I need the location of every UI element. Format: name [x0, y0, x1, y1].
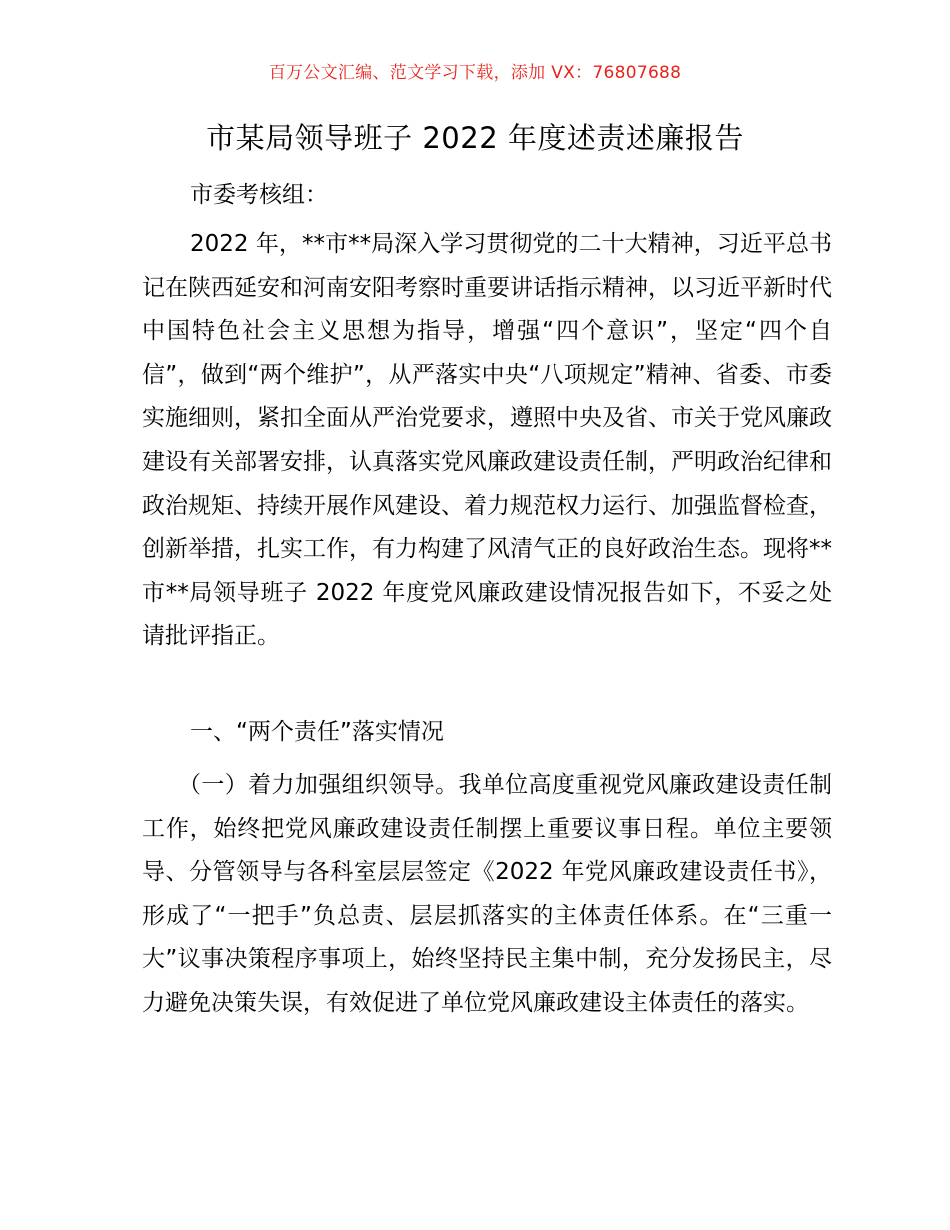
- paragraph-organization: （一）着力加强组织领导。我单位高度重视党风廉政建设责任制工作，始终把党风廉政建设责任制摆上重要议事日程。单位主要领导、分管领导与各科室层层签定《2022 年党风廉政建设责任书》，形成了“一把手”负总责、层层抓落实的主体责任体系。在“三重一大”议事决策程序事项上，始终坚持民主集中制，充分发扬民主，尽力避免决策失误，有效促进了单位党风廉政建设主体责任的落实。: [142, 772, 832, 1016]
- salutation: 市委考核组：: [190, 182, 328, 208]
- section-heading-1: 一、“两个责任”落实情况: [190, 719, 444, 745]
- paragraph-intro: 2022 年，**市**局深入学习贯彻党的二十大精神，习近平总书记在陕西延安和河南安阳考察时重要讲话指示精神，以习近平新时代中国特色社会主义思想为指导，增强“四个意识”，坚定“四个自信”，做到“两个维护”，从严落实中央“八项规定”精神、省委、市委实施细则，紧扣全面从严治党要求，遵照中央及省、市关于党风廉政建设有关部署安排，认真落实党风廉政建设责任制，严明政治纪律和政治规矩、持续开展作风建设、着力规范权力运行、加强监督检查，创新举措，扎实工作，有力构建了风清气正的良好政治生态。现将**市**局领导班子 2022 年度党风廉政建设情况报告如下，不妥之处请批评指正。: [142, 231, 832, 650]
- document-title: 市某局领导班子 2022 年度述责述廉报告: [206, 121, 744, 155]
- promo-header-note: 百万公文汇编、范文学习下载，添加 VX：76807688: [268, 63, 682, 83]
